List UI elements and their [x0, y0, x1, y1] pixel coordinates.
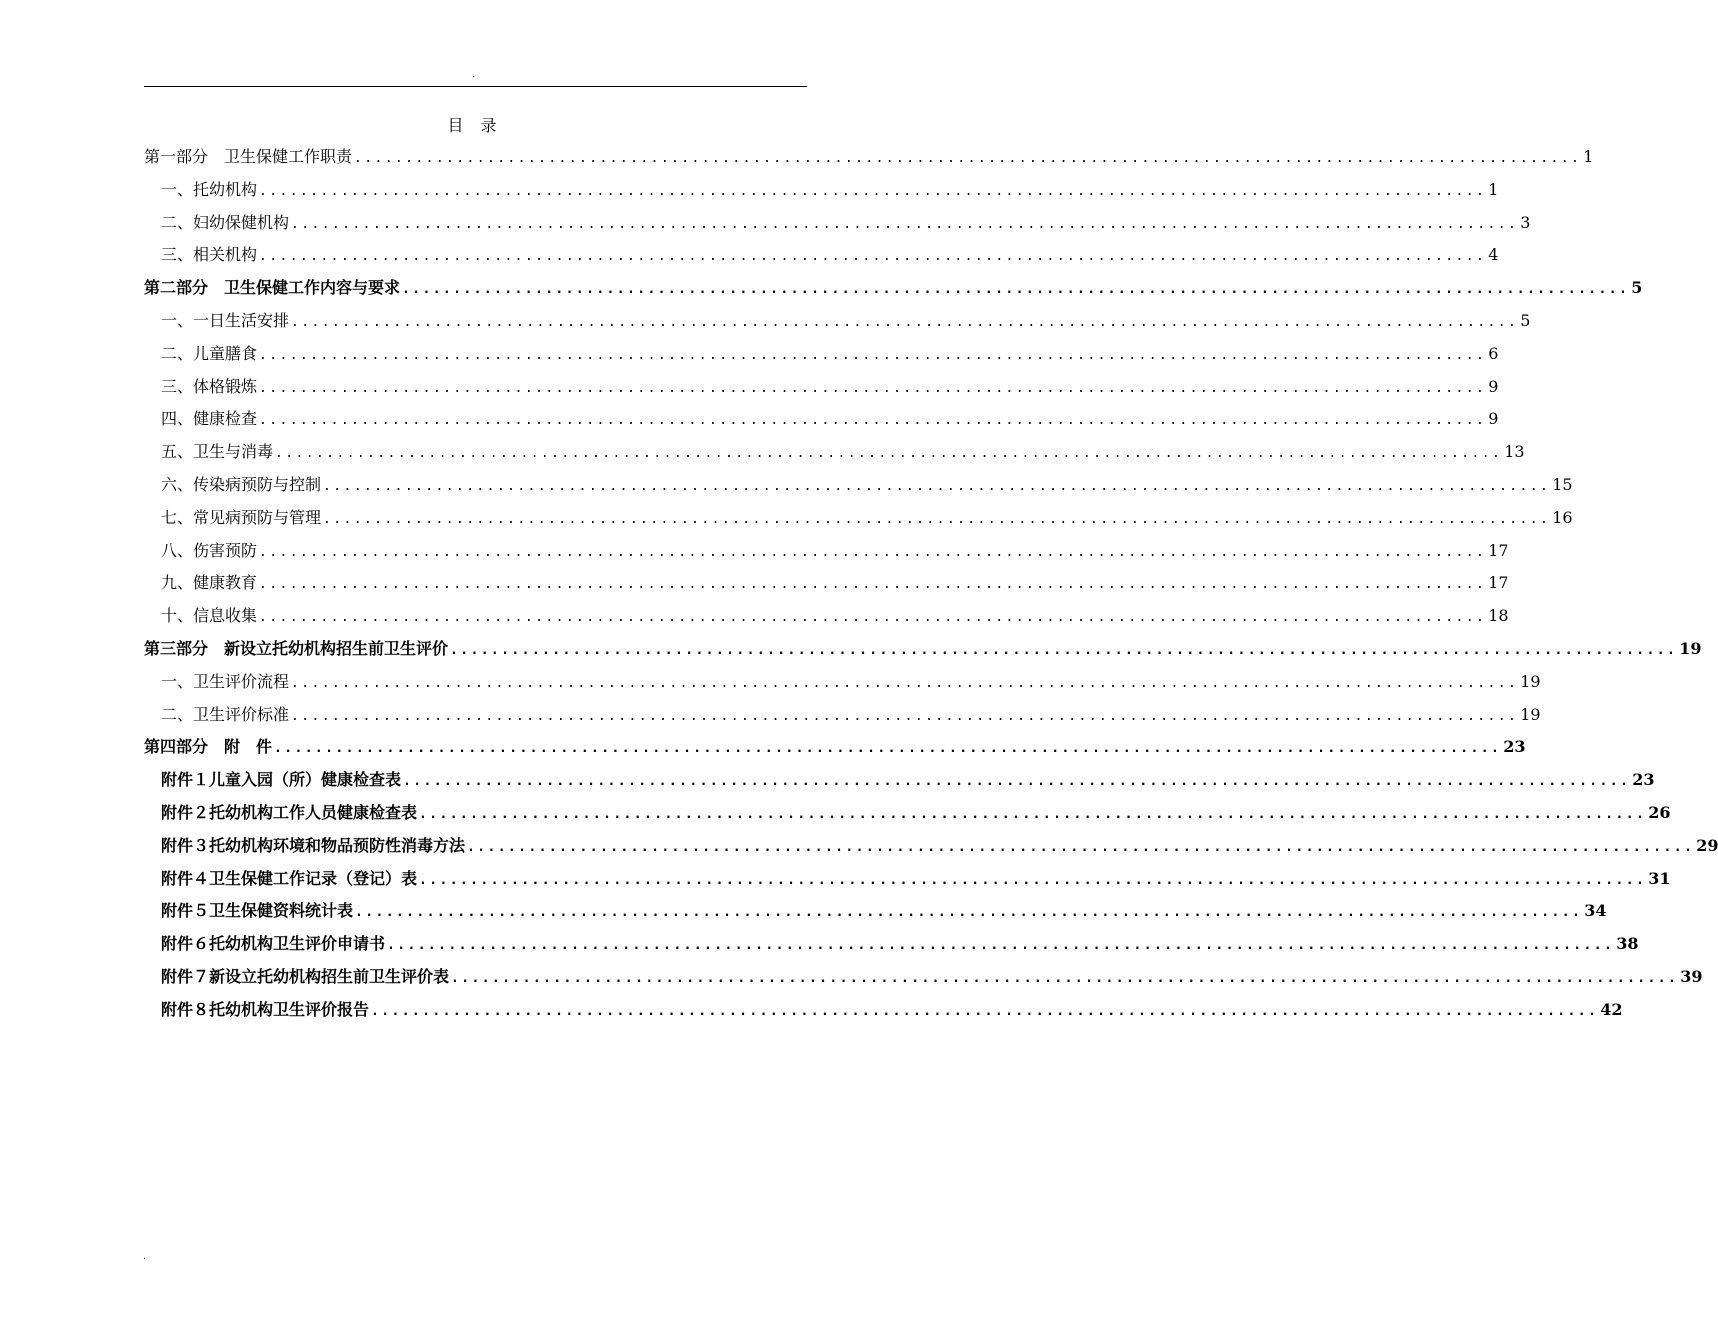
toc-leader-dots: ........................................................................................................................: [274, 741, 1502, 757]
toc-entry-label: 附件２托幼机构工作人员健康检查表: [161, 802, 418, 822]
toc-entry-page: 4: [1488, 245, 1499, 265]
toc-entry-label: 一、卫生评价流程: [161, 671, 290, 691]
toc-entry-label: 八、伤害预防: [161, 540, 258, 560]
toc-leader-dots: ........................................................................................................................: [403, 774, 1631, 790]
toc-leader-dots: ........................................................................................................................: [291, 216, 1519, 232]
toc-entry[interactable]: [144, 699, 1541, 732]
toc-entry-page: 3: [1520, 212, 1531, 232]
toc-leader-dots: ........................................................................................................................: [291, 675, 1519, 691]
toc-entry[interactable]: [144, 731, 1526, 764]
toc-entry-label: 九、健康教育: [161, 573, 258, 593]
toc-entry[interactable]: [144, 961, 1703, 994]
toc-leader-dots: ........................................................................................................................: [291, 314, 1519, 330]
toc-entry[interactable]: [144, 207, 1531, 240]
toc-entry-page: 6: [1488, 343, 1499, 363]
toc-entry-label: 二、儿童膳食: [161, 343, 258, 363]
toc-entry[interactable]: [144, 403, 1499, 436]
toc-leader-dots: ........................................................................................................................: [355, 905, 1583, 921]
toc-entry-page: 18: [1488, 606, 1509, 626]
toc-leader-dots: ........................................................................................................................: [450, 642, 1678, 658]
toc-entry-page: 23: [1632, 770, 1655, 790]
toc-title: 目 录: [447, 116, 503, 135]
toc-entry[interactable]: [144, 338, 1499, 371]
toc-entry[interactable]: [144, 895, 1607, 928]
toc-entry-page: 34: [1584, 901, 1607, 921]
toc-entry-page: 29: [1696, 835, 1718, 855]
toc-leader-dots: ........................................................................................................................: [387, 938, 1615, 954]
toc-leader-dots: ........................................................................................................................: [275, 446, 1503, 462]
toc-entry-label: 附件３托幼机构环境和物品预防性消毒方法: [161, 835, 466, 855]
toc-entry-page: 15: [1552, 474, 1573, 494]
toc-entry[interactable]: [144, 797, 1671, 830]
toc-leader-dots: ........................................................................................................................: [259, 347, 1487, 363]
toc-entry-page: 19: [1520, 671, 1541, 691]
toc-leader-dots: ........................................................................................................................: [323, 511, 1551, 527]
toc-entry-page: 16: [1552, 507, 1573, 527]
toc-entry-page: 17: [1488, 573, 1509, 593]
toc-entry[interactable]: [144, 502, 1573, 535]
toc-entry[interactable]: [144, 469, 1573, 502]
toc-leader-dots: ........................................................................................................................: [259, 249, 1487, 265]
toc-entry-label: 附件５卫生保健资料统计表: [161, 901, 354, 921]
toc-entry-page: 19: [1520, 704, 1541, 724]
toc-entry-page: 17: [1488, 540, 1509, 560]
toc-entry-page: 9: [1488, 376, 1499, 396]
header-rule: [144, 86, 807, 87]
toc-entry[interactable]: [144, 272, 1643, 305]
toc-entry[interactable]: [144, 764, 1655, 797]
toc-entry[interactable]: [144, 994, 1623, 1027]
toc-entry-page: 39: [1680, 966, 1703, 986]
toc-entry-label: 附件４卫生保健工作记录（登记）表: [161, 868, 418, 888]
toc-entry[interactable]: [144, 567, 1509, 600]
toc-entry[interactable]: [144, 535, 1509, 568]
toc-entry-label: 附件６托幼机构卫生评价申请书: [161, 934, 386, 954]
toc-entry[interactable]: [144, 371, 1499, 404]
toc-entry[interactable]: [144, 633, 1702, 666]
toc-leader-dots: ........................................................................................................................: [323, 478, 1551, 494]
toc-leader-dots: ........................................................................................................................: [371, 1003, 1599, 1019]
toc-entry-label: 第三部分 新设立托幼机构招生前卫生评价: [144, 638, 449, 658]
toc-entry-page: 31: [1648, 868, 1671, 888]
toc-entry-page: 1: [1583, 147, 1594, 166]
toc-leader-dots: ........................................................................................................................: [402, 282, 1630, 298]
toc-entry[interactable]: [144, 928, 1639, 961]
toc-entry-label: 二、妇幼保健机构: [161, 212, 290, 232]
toc-entry-page: 1: [1488, 179, 1499, 199]
toc-entry-page: 26: [1648, 802, 1671, 822]
toc-leader-dots: ........................................................................................................................: [467, 839, 1695, 855]
toc-leader-dots: ........................................................................................................................: [259, 577, 1487, 593]
toc-entry-label: 第二部分 卫生保健工作内容与要求: [144, 278, 401, 298]
toc-entry-label: 七、常见病预防与管理: [161, 507, 322, 527]
toc-entry-label: 二、卫生评价标准: [161, 704, 290, 724]
toc-entry-label: 六、传染病预防与控制: [161, 474, 322, 494]
toc-entry[interactable]: [144, 141, 1594, 174]
toc-entry-label: 附件７新设立托幼机构招生前卫生评价表: [161, 966, 450, 986]
toc-entry-page: 42: [1600, 999, 1623, 1019]
toc-leader-dots: ........................................................................................................................: [419, 872, 1647, 888]
header-mark: .: [472, 69, 476, 80]
toc-entry-label: 五、卫生与消毒: [161, 442, 274, 462]
toc-entry-label: 十、信息收集: [161, 606, 258, 626]
toc-entry[interactable]: [144, 863, 1671, 896]
toc-entry-page: 13: [1504, 442, 1525, 462]
toc-entry-label: 附件８托幼机构卫生评价报告: [161, 999, 370, 1019]
toc-entry-page: 19: [1679, 638, 1702, 658]
toc-entry-label: 第四部分 附 件: [144, 737, 273, 757]
toc-entry-label: 附件１儿童入园（所）健康检查表: [161, 770, 402, 790]
toc-entry-label: 四、健康检查: [161, 409, 258, 429]
toc-entry[interactable]: [144, 239, 1499, 272]
toc-leader-dots: ........................................................................................................................: [259, 413, 1487, 429]
toc-entry[interactable]: [144, 830, 1718, 863]
toc-leader-dots: ........................................................................................................................: [259, 380, 1487, 396]
toc-entry[interactable]: [144, 436, 1525, 469]
toc-leader-dots: ........................................................................................................................: [291, 708, 1519, 724]
toc-entry-page: 5: [1631, 278, 1643, 298]
toc-entry[interactable]: [144, 666, 1541, 699]
toc-entry-label: 一、一日生活安排: [161, 310, 290, 330]
toc-entry-page: 38: [1616, 934, 1639, 954]
toc-entry-label: 三、体格锻炼: [161, 376, 258, 396]
toc-leader-dots: ........................................................................................................................: [259, 610, 1487, 626]
toc-leader-dots: ........................................................................................................................: [419, 806, 1647, 822]
toc-entry-label: 一、托幼机构: [161, 179, 258, 199]
toc-entry[interactable]: [144, 305, 1531, 338]
toc-entry-label: 三、相关机构: [161, 245, 258, 265]
toc-leader-dots: ........................................................................................................................: [451, 970, 1679, 986]
toc-entry[interactable]: [144, 174, 1499, 207]
footer-mark: .: [143, 1251, 147, 1262]
toc-leader-dots: ........................................................................................................................: [354, 151, 1582, 166]
toc-entry-page: 5: [1520, 310, 1531, 330]
table-of-contents: [144, 141, 1718, 1027]
toc-entry-page: 23: [1503, 737, 1526, 757]
toc-entry-label: 第一部分 卫生保健工作职责: [144, 147, 353, 166]
toc-leader-dots: ........................................................................................................................: [259, 183, 1487, 199]
toc-entry-page: 9: [1488, 409, 1499, 429]
toc-entry[interactable]: [144, 600, 1509, 633]
toc-leader-dots: ........................................................................................................................: [259, 544, 1487, 560]
